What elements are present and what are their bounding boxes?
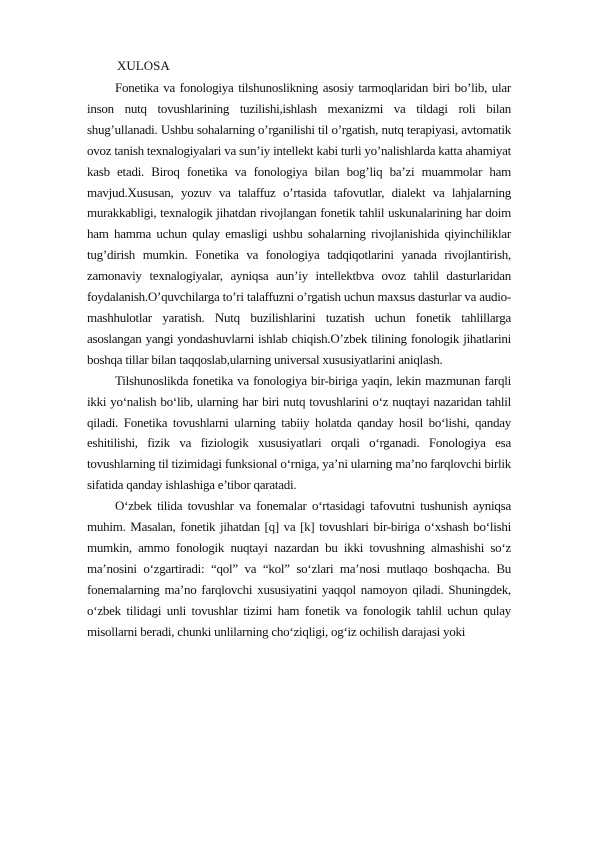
section-heading: XULOSA (117, 58, 170, 73)
paragraph-uzbek-example: O‘zbek tilida tovushlar va fonemalar o‘rtasidagi tafovutni tushunish ayniqsa muhim. Masalan, fonetik jihatdan [q] va [k] tovushlari bir-biriga o‘xshash bo‘lishi mumkin, ammo fonologik nuqtayi nazardan bu ikki tovushning almashishi so‘z ma’nosini o‘zgartiradi: “qol” va “kol” so‘zlari ma’nosi mutlaqo boshqacha. Bu fonemalarning ma’no farqlovchi xususiyatini yaqqol namoyon qiladi. Shuningdek, o‘zbek tilidagi unli tovushlar tizimi ham fonetik va fonologik tahlil uchun qulay misollarni beradi, chunki unlilarning cho‘ziqligi, og‘iz ochilish darajasi yoki (87, 498, 511, 639)
paragraph-conclusion: Fonetika va fonologiya tilshunoslikning asosiy tarmoqlaridan biri bo’lib, ular inson nutq tovushlarining tuzilishi,ishlash mexanizmi va tildagi roli bilan shug’ullanadi. Ushbu sohalarning o’rganilishi til o’rgatish, nutq terapiyasi, avtomatik ovoz tanish texnalogiyalari va sun’iy intellekt kabi turli yo’nalishlarda katta ahamiyat kasb etadi. Biroq fonetika va fonologiya bilan bog’liq ba’zi muammolar ham mavjud.Xususan, yozuv va talaffuz o’rtasida tafovutlar, dialekt va lahjalarning murakkabligi, texnalogik jihatdan rivojlangan fonetik tahlil uskunalarining har doim ham hamma uchun qulay emasligi ushbu sohalarning rivojlanishida qiyinchiliklar tug’dirish mumkin. Fonetika va fonologiya tadqiqotlarini yanada rivojlantirish, zamonaviy texnalogiyalar, ayniqsa aun’iy intellektbva ovoz tahlil dasturlaridan foydalanish.O’quvchilarga to’ri talaffuzni o’rgatish uchun maxsus dasturlar va audio-mashhulotlar yaratish. Nutq buzilishlarini tuzatish uchun fonetik tahlillarga asoslangan yangi yondashuvlarni ishlab chiqish.O’zbek tilining fonologik jihatlarini boshqa tillar bilan taqqoslab,ularning universal xususiyatlarini aniqlash. (87, 80, 511, 367)
paragraph-phonetics-phonology: Tilshunoslikda fonetika va fonologiya bir-biriga yaqin, lekin mazmunan farqli ikki yo‘nalish bo‘lib, ularning har biri nutq tovushlarini o‘z nuqtayi nazaridan tahlil qiladi. Fonetika tovushlarni ularning tabiiy holatda qanday hosil bo‘lishi, qanday eshitilishi, fizik va fiziologik xususiyatlari orqali o‘rganadi. Fonologiya esa tovushlarning til tizimidagi funksional o‘rniga, ya’ni ularning ma’no farqlovchi birlik sifatida qanday ishlashiga e’tibor qaratadi. (87, 372, 511, 493)
body-text (87, 78, 511, 642)
